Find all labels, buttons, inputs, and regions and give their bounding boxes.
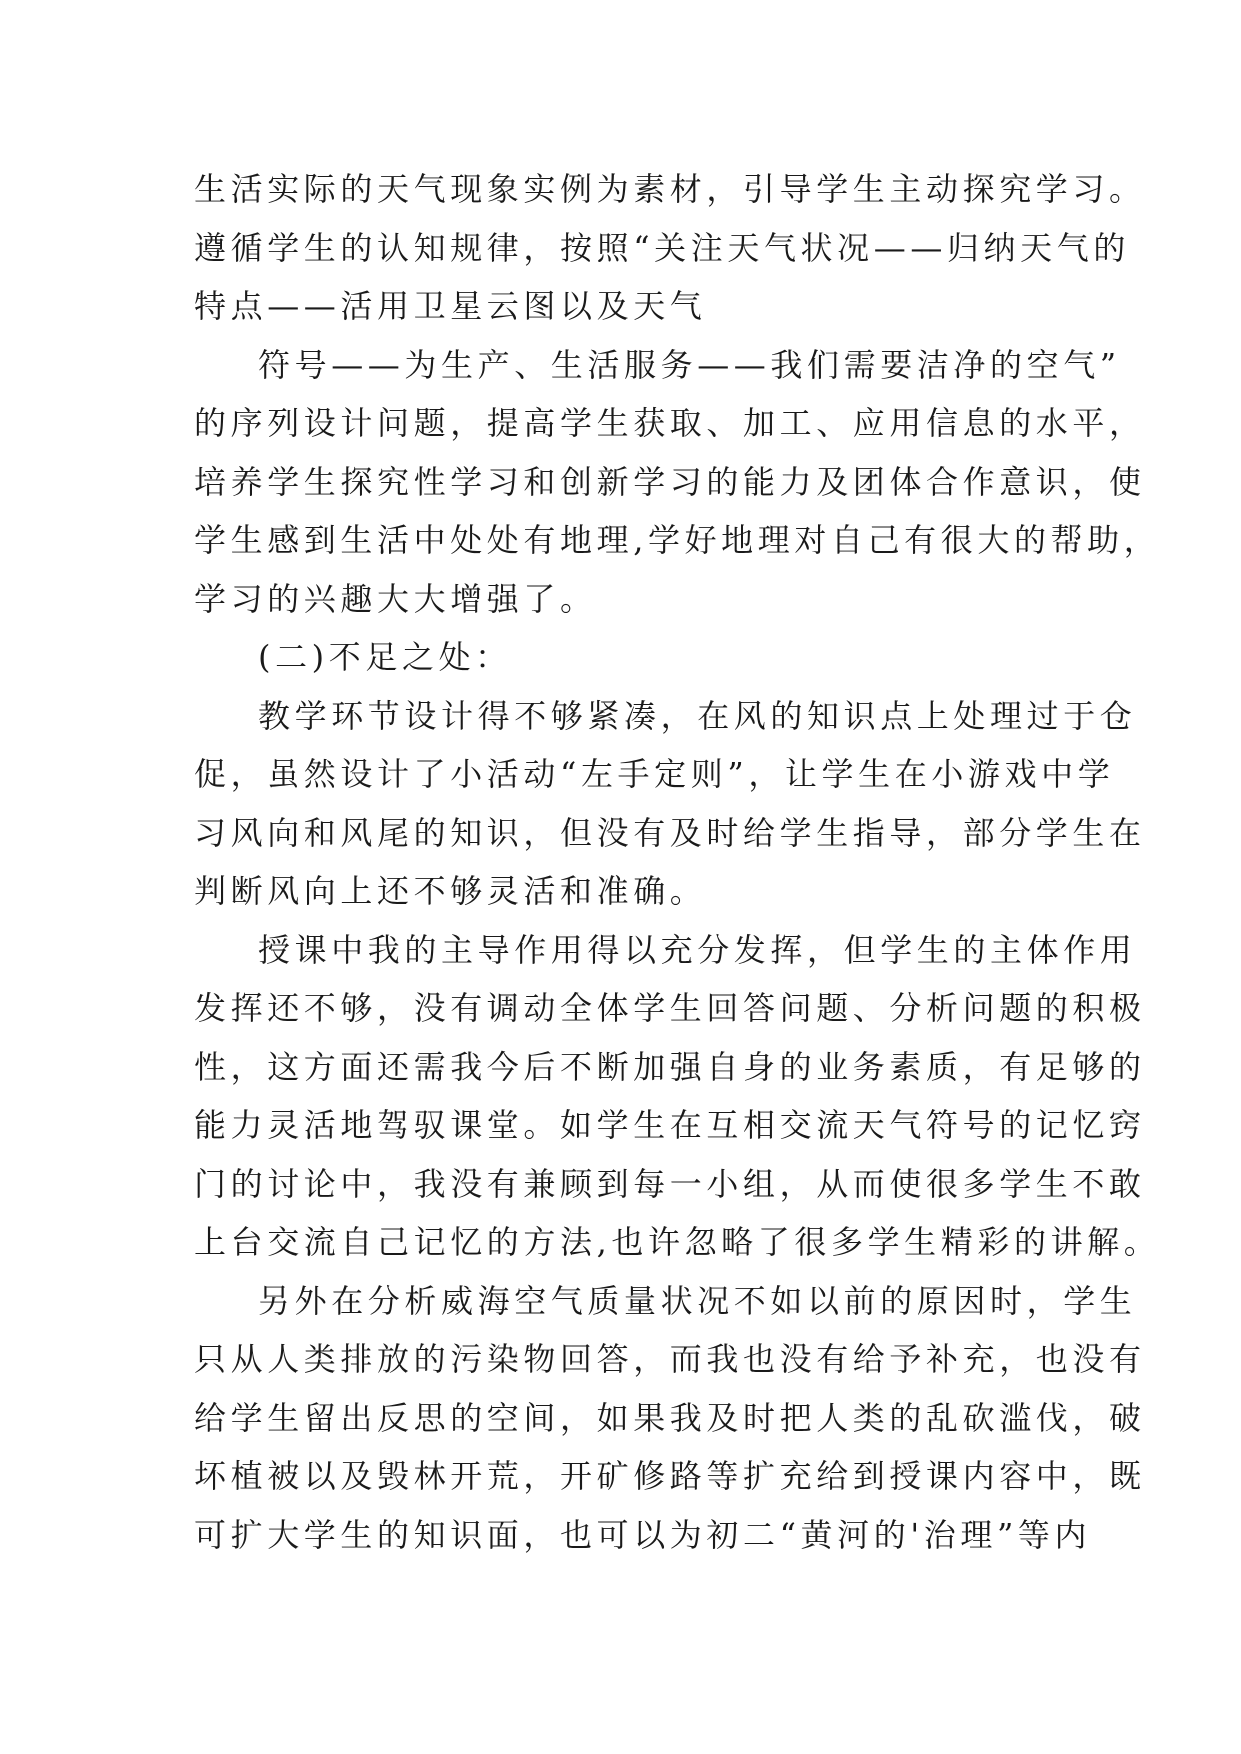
- text-line: 上台交流自己记忆的方法,也许忽略了很多学生精彩的讲解。: [194, 1223, 1161, 1261]
- text-line: 另外在分析威海空气质量状况不如以前的原因时，学生: [258, 1281, 1137, 1320]
- text-line: 发挥还不够，没有调动全体学生回答问题、分析问题的积极: [194, 989, 1146, 1027]
- text-line: 授课中我的主导作用得以充分发挥，但学生的主体作用: [258, 930, 1137, 969]
- text-line: 能力灵活地驾驭课堂。如学生在互相交流天气符号的记忆窍: [194, 1106, 1146, 1144]
- text-line: 只从人类排放的污染物回答，而我也没有给予补充，也没有: [194, 1340, 1146, 1378]
- section-heading: (二)不足之处：: [258, 638, 512, 676]
- text-line: 门的讨论中，我没有兼顾到每一小组，从而使很多学生不敢: [194, 1164, 1146, 1203]
- text-line: 学习的兴趣大大增强了。: [194, 579, 597, 618]
- text-line: 坏植被以及毁林开荒，开矿修路等扩充给到授课内容中，既: [194, 1457, 1146, 1495]
- text-line: 习风向和风尾的知识，但没有及时给学生指导，部分学生在: [194, 813, 1146, 852]
- text-line: 学生感到生活中处处有地理,学好地理对自己有很大的帮助，: [194, 521, 1161, 559]
- text-line: 的序列设计问题，提高学生获取、加工、应用信息的水平，: [194, 404, 1146, 442]
- text-line: 可扩大学生的知识面，也可以为初二“黄河的'治理”等内: [194, 1515, 1092, 1554]
- text-line: 性，这方面还需我今后不断加强自身的业务素质，有足够的: [194, 1047, 1146, 1086]
- text-line: 教学环节设计得不够紧凑，在风的知识点上处理过于仓: [258, 696, 1137, 735]
- text-line: 生活实际的天气现象实例为素材，引导学生主动探究学习。: [194, 170, 1146, 208]
- text-line: 培养学生探究性学习和创新学习的能力及团体合作意识，使: [194, 462, 1146, 501]
- text-line: 符号——为生产、生活服务——我们需要洁净的空气”: [258, 345, 1121, 384]
- text-line: 判断风向上还不够灵活和准确。: [194, 872, 707, 910]
- text-line: 给学生留出反思的空间，如果我及时把人类的乱砍滥伐，破: [194, 1398, 1146, 1437]
- text-line: 特点——活用卫星云图以及天气: [194, 287, 707, 325]
- body-text: [194, 160, 1161, 1564]
- text-line: 促，虽然设计了小活动“左手定则”，让学生在小游戏中学: [194, 755, 1115, 793]
- text-line: 遵循学生的认知规律，按照“关注天气状况——归纳天气的: [194, 228, 1130, 267]
